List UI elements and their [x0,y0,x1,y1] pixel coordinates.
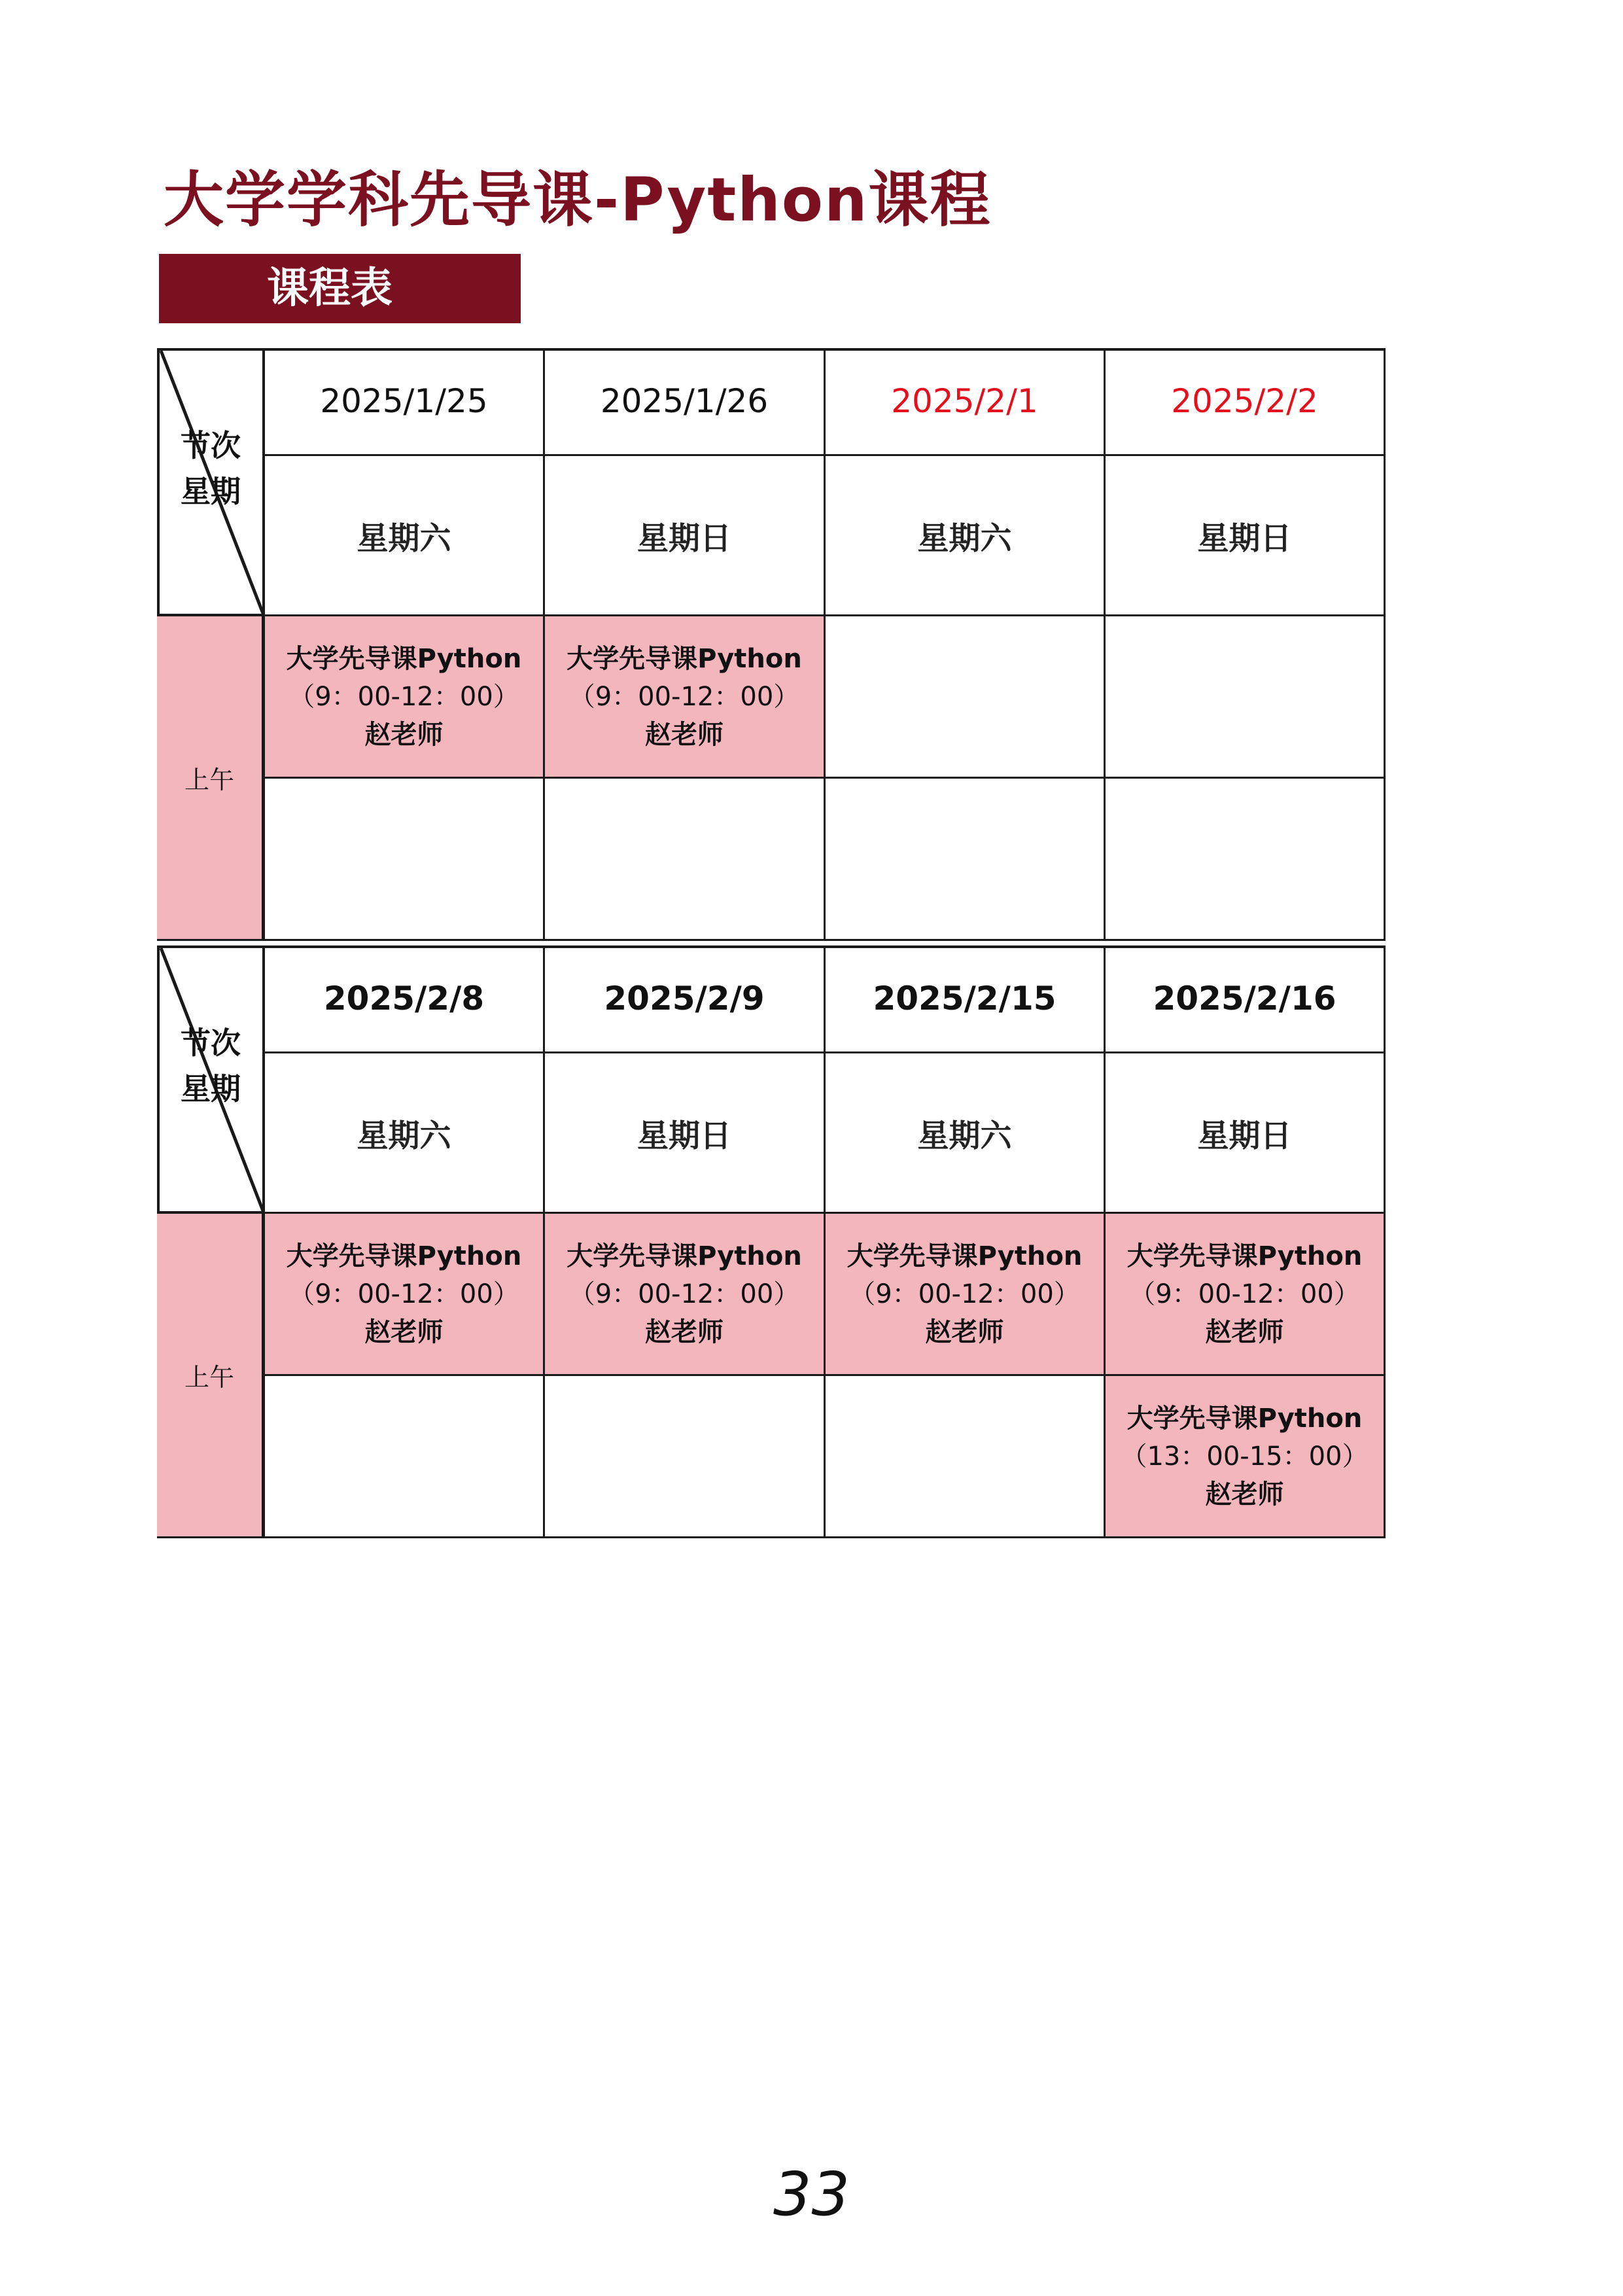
course-teacher: 赵老师 [925,1316,1004,1347]
weekday-cell: 星期六 [826,1053,1106,1214]
weekday-cell: 星期六 [826,456,1106,616]
empty-cell [265,779,545,941]
course-cell [545,616,826,779]
course-teacher: 赵老师 [645,719,724,750]
period-label: 上午 [157,1214,265,1538]
course-time: （9：00-12：00） [849,1279,1080,1309]
empty-cell [826,1376,1106,1538]
course-title: 大学先导课Python [1126,1241,1363,1271]
course-title: 大学先导课Python [846,1241,1083,1271]
empty-cell [1106,779,1386,941]
course-time: （9：00-12：00） [568,681,800,712]
course-cell [1106,1214,1386,1376]
weekday-cell: 星期日 [545,456,826,616]
course-teacher: 赵老师 [364,1316,444,1347]
date-cell: 2025/2/16 [1106,945,1386,1053]
course-entry [1127,1237,1363,1351]
empty-cell [1106,616,1386,779]
corner-label-top: 节次 [181,427,241,463]
weekday-cell: 星期六 [265,1053,545,1214]
corner-header [157,945,265,1214]
empty-cell [826,616,1106,779]
section-label: 课程表 [159,254,521,323]
page-number: 33 [773,2159,850,2229]
course-time: （9：00-12：00） [288,681,519,712]
date-cell: 2025/1/25 [265,348,545,456]
empty-cell [545,779,826,941]
date-cell: 2025/2/1 [826,348,1106,456]
document-title: 大学学科先导课-Python课程 [164,165,992,235]
course-entry [847,1237,1083,1351]
course-cell [545,1214,826,1376]
course-title: 大学先导课Python [567,643,802,674]
course-entry [287,640,522,754]
course-title: 大学先导课Python [1126,1403,1363,1434]
empty-cell [545,1376,826,1538]
weekday-cell: 星期六 [265,456,545,616]
weekday-cell: 星期日 [1106,456,1386,616]
course-time: （9：00-12：00） [1129,1279,1360,1309]
corner-label-bottom: 星期 [181,1070,241,1106]
course-teacher: 赵老师 [1205,1316,1284,1347]
corner-header [157,348,265,616]
period-label: 上午 [157,616,265,941]
course-title: 大学先导课Python [567,1241,802,1271]
corner-label-bottom: 星期 [181,473,241,509]
course-entry [567,1237,802,1351]
course-cell [265,616,545,779]
course-time: （9：00-12：00） [288,1279,519,1309]
course-cell [1106,1376,1386,1538]
corner-label-top: 节次 [181,1025,241,1061]
course-title: 大学先导课Python [286,643,522,674]
course-time: （9：00-12：00） [568,1279,800,1309]
date-cell: 2025/1/26 [545,348,826,456]
date-cell: 2025/2/15 [826,945,1106,1053]
date-cell: 2025/2/2 [1106,348,1386,456]
course-title: 大学先导课Python [286,1241,522,1271]
date-cell: 2025/2/9 [545,945,826,1053]
course-entry [287,1237,522,1351]
empty-cell [265,1376,545,1538]
course-entry [567,640,802,754]
course-cell [265,1214,545,1376]
date-cell: 2025/2/8 [265,945,545,1053]
course-teacher: 赵老师 [364,719,444,750]
empty-cell [826,779,1106,941]
weekday-cell: 星期日 [1106,1053,1386,1214]
weekday-cell: 星期日 [545,1053,826,1214]
course-cell [826,1214,1106,1376]
course-time: （13：00-15：00） [1121,1441,1369,1472]
course-entry [1121,1400,1368,1513]
course-teacher: 赵老师 [645,1316,724,1347]
course-teacher: 赵老师 [1205,1479,1284,1510]
